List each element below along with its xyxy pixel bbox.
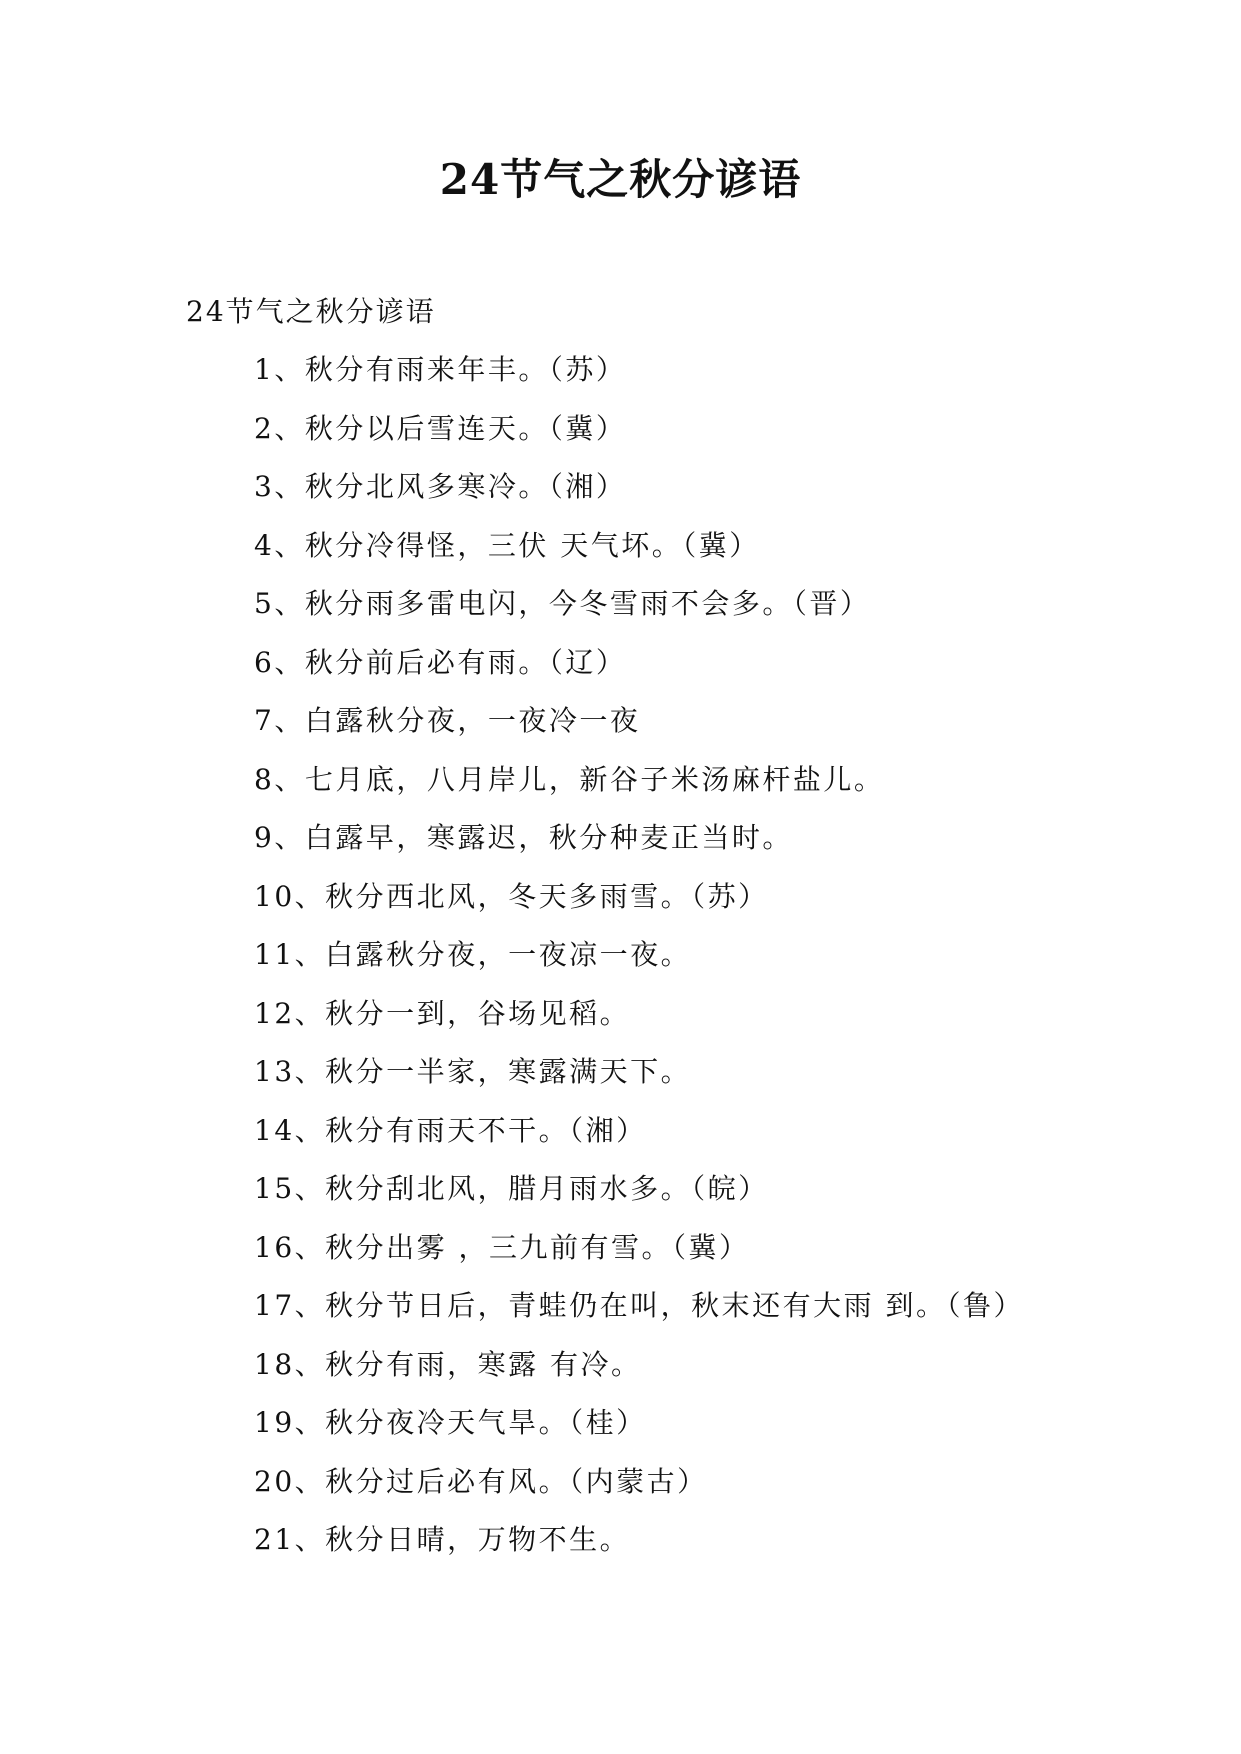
proverb-item: 12、秋分一到，谷场见稻。 <box>254 996 631 1030</box>
proverb-item: 16、秋分出雾 ，三九前有雪。（冀） <box>254 1230 750 1264</box>
proverb-item: 10、秋分西北风，冬天多雨雪。（苏） <box>254 879 769 913</box>
proverb-item: 11、白露秋分夜，一夜凉一夜。 <box>254 938 692 971</box>
proverb-item: 15、秋分刮北风，腊月雨水多。（皖） <box>254 1172 769 1205</box>
proverb-item: 1、秋分有雨来年丰。（苏） <box>254 353 627 386</box>
document-title: 24节气之秋分谚语 <box>439 155 802 204</box>
proverb-item: 17、秋分节日后，青蛙仍在叫，秋末还有大雨 到。（鲁） <box>254 1289 1025 1322</box>
proverb-item: 9、白露早，寒露迟，秋分种麦正当时。 <box>254 821 793 854</box>
proverb-item: 13、秋分一半家，寒露满天下。 <box>254 1055 692 1088</box>
proverb-item: 3、秋分北风多寒冷。（湘） <box>254 470 627 503</box>
proverb-item: 6、秋分前后必有雨。（辽） <box>254 645 627 679</box>
proverb-item: 7、白露秋分夜，一夜冷一夜 <box>254 704 641 737</box>
proverb-item: 19、秋分夜冷天气旱。（桂） <box>254 1406 647 1439</box>
proverb-item: 8、七月底，八月岸儿，新谷子米汤麻杆盐儿。 <box>254 762 885 796</box>
proverb-item: 20、秋分过后必有风。（内蒙古） <box>254 1464 708 1498</box>
proverb-item: 14、秋分有雨天不干。（湘） <box>254 1113 647 1147</box>
proverb-item: 21、秋分日晴，万物不生。 <box>254 1523 631 1556</box>
section-heading: 24节气之秋分谚语 <box>186 295 436 328</box>
proverb-list <box>254 350 1024 1579</box>
proverb-item: 4、秋分冷得怪，三伏 天气坏。（冀） <box>254 528 760 562</box>
proverb-item: 18、秋分有雨，寒露 有冷。 <box>254 1347 642 1381</box>
proverb-item: 2、秋分以后雪连天。（冀） <box>254 411 627 445</box>
proverb-item: 5、秋分雨多雷电闪，今冬雪雨不会多。（晋） <box>254 587 871 620</box>
